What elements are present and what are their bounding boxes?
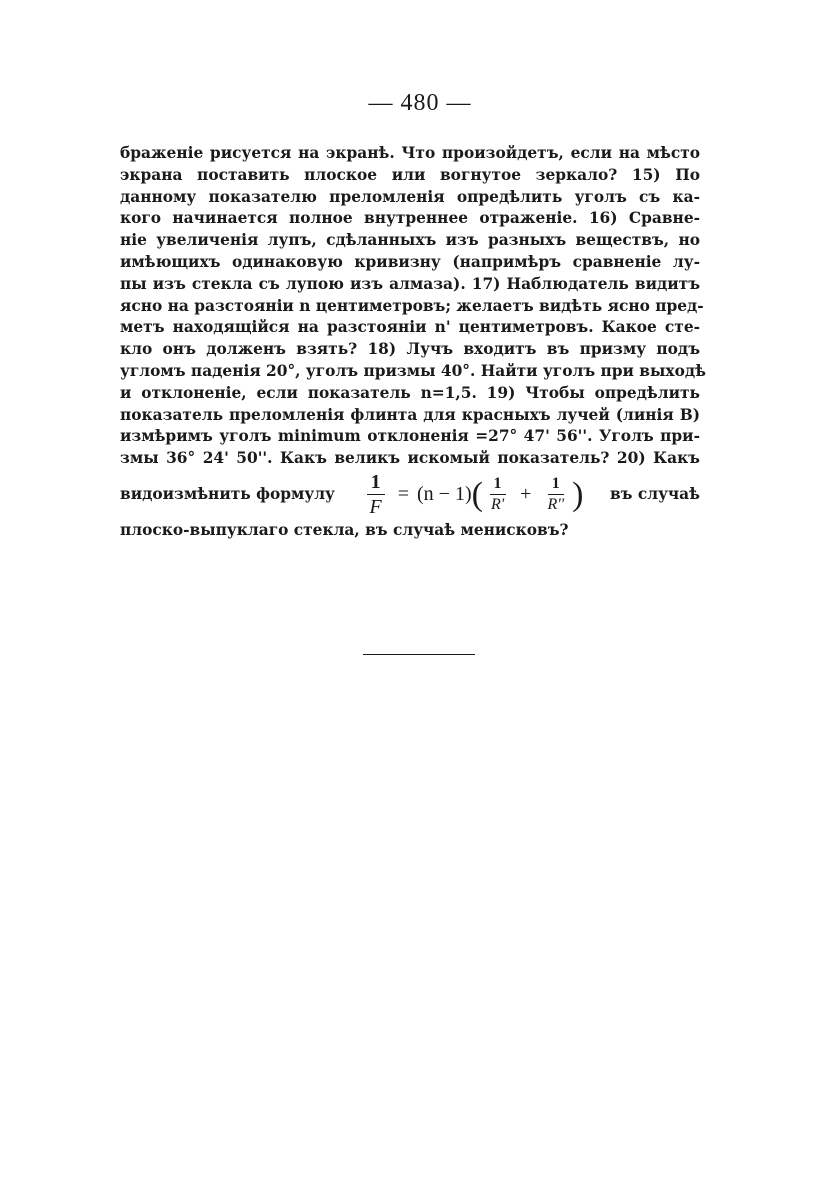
term1-numerator: 1 (490, 476, 506, 495)
term1-fraction (487, 476, 508, 513)
lhs-denominator: F (369, 496, 382, 519)
text-line: и отклоненіе, если показатель n=1,5. 19) Чтобы опредѣлить (120, 383, 700, 402)
lhs-numerator: 1 (367, 472, 385, 495)
term1-denominator: R' (490, 496, 505, 514)
text-line: экрана поставить плоское или вогнутое зеркало? 15) По (120, 165, 700, 184)
text-line: змы 36° 24' 50''. Какъ великъ искомый показатель? 20) Какъ (120, 449, 700, 468)
text-line: ясно на разстояніи n центиметровъ; желаетъ видѣть ясно пред- (120, 296, 704, 315)
close-paren: ) (572, 475, 584, 513)
text-line-last: плоско-выпуклаго стекла, въ случаѣ менисковъ? (120, 520, 569, 539)
open-paren: ( (471, 475, 483, 513)
term2-numerator: 1 (548, 476, 564, 495)
page-number: — 480 — (368, 90, 472, 116)
text-line: данному показателю преломленія опредѣлить уголъ съ ка- (120, 187, 700, 206)
formula-line (120, 472, 700, 518)
text-line: ніе увеличенія лупъ, сдѣланныхъ изъ разныхъ веществъ, но (120, 231, 700, 250)
formula-trail-text: въ случаѣ (609, 485, 700, 504)
text-line: показатель преломленія флинта для красныхъ лучей (линія B) (120, 405, 700, 424)
equals-sign: = (397, 483, 410, 506)
text-line: метъ находящійся на разстояніи n' центиметровъ. Какое сте- (120, 318, 700, 337)
text-line: угломъ паденія 20°, уголъ призмы 40°. Найти уголъ при выходѣ (120, 361, 706, 380)
plus-sign: + (520, 483, 532, 506)
text-line: кого начинается полное внутреннее отраженіе. 16) Сравне- (120, 209, 700, 228)
text-line: имѣющихъ одинаковую кривизну (напримѣръ сравненіе лу- (120, 252, 700, 271)
lhs-fraction (366, 472, 386, 517)
body-text (120, 143, 706, 542)
section-end-rule (363, 654, 475, 655)
text-line: пы изъ стекла съ лупою изъ алмаза). 17) Наблюдатель видитъ (120, 274, 700, 293)
formula-lead-text: видоизмѣнить формулу (120, 485, 335, 504)
text-line: измѣримъ уголъ minimum отклоненія =27° 47' 56''. Уголъ при- (120, 427, 700, 446)
term2-fraction (543, 476, 568, 513)
text-line: кло онъ долженъ взять? 18) Лучъ входитъ въ призму подъ (120, 340, 700, 359)
lens-formula (362, 472, 584, 517)
term2-denominator: R'' (547, 496, 565, 514)
index-factor: (n − 1) (417, 483, 472, 506)
text-line: браженіе рисуется на экранѣ. Что произойдетъ, если на мѣсто (120, 144, 700, 162)
